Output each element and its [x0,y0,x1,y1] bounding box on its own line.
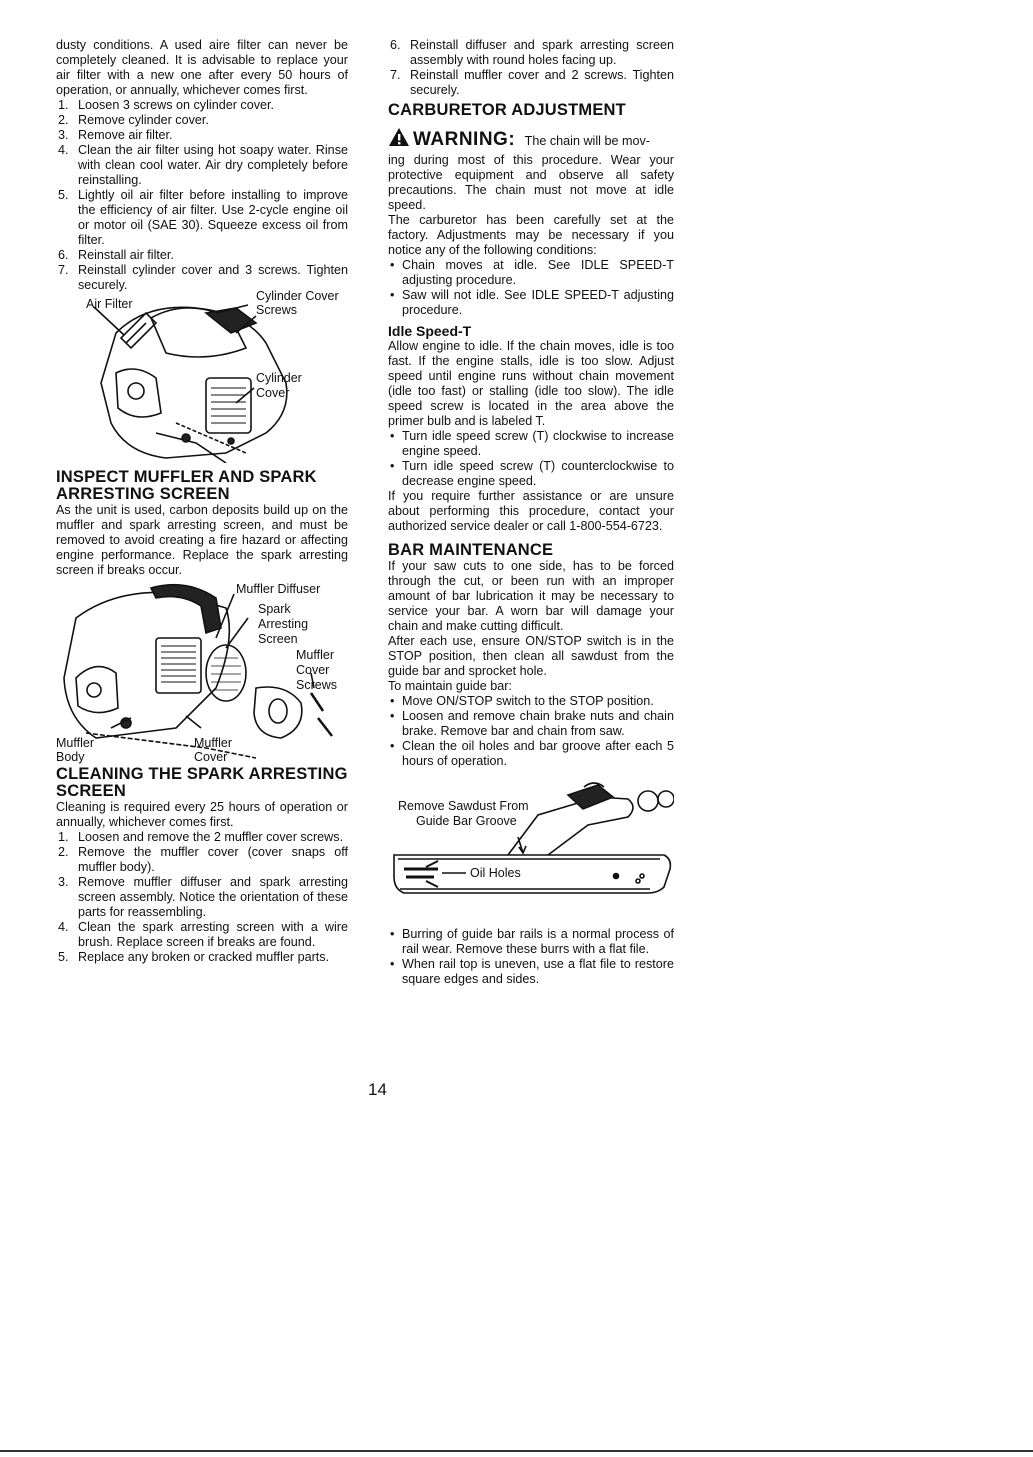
warning-text: ing during most of this procedure. Wear your protective equipment and observe all safety precautions. The chain must not move at idle speed. [388,153,674,212]
page-number: 14 [368,1080,387,1099]
warning-line [388,127,674,153]
list-item: 3. Remove air filter. [58,128,173,142]
bar-maintenance-text-2: After each use, ensure ON/STOP switch is in the STOP position, then clean all sawdust from the guide bar and sprocket hole. [388,634,674,678]
reassembly-steps [388,38,674,98]
list-item: • Saw will not idle. See IDLE SPEED-T adjusting procedure. [390,288,674,317]
muffler-figure [56,578,348,766]
right-column [388,38,674,987]
label-muffler-body: Muffler Body [56,736,94,764]
bar-maintenance-heading: BAR MAINTENANCE [388,541,554,559]
bar-maintenance-bullets [388,694,674,769]
label-muffler-diffuser: Muffler Diffuser [236,582,321,596]
bar-maintenance-text: If your saw cuts to one side, has to be forced through the cut, or been run with an improper amount of bar lubrication it may be necessary to service your bar. A worn bar will damage your chain and make cutting difficult. [388,559,674,633]
carburetor-conditions [388,258,674,318]
list-item: 4. Clean the spark arresting screen with a wire brush. Replace screen if breaks are found. [58,920,348,949]
warning-title: WARNING: [413,129,516,150]
page-edge-rule [0,1450,1033,1452]
idle-speed-heading: Idle Speed-T [388,323,472,339]
list-item: • Loosen and remove chain brake nuts and chain brake. Remove bar and chain from saw. [390,709,674,738]
list-item: • Clean the oil holes and bar groove after each 5 hours of operation. [390,739,674,768]
label-remove-sawdust: Remove Sawdust From Guide Bar Groove [398,799,529,828]
guide-bar-figure [388,777,674,927]
air-filter-intro: dusty conditions. A used aire filter can never be completely cleaned. It is advisable to replace your air filter with a new one after every 50 hours of operation, or annually, whichever comes first. [56,38,348,97]
idle-speed-bullets [388,429,674,489]
idle-speed-text: Allow engine to idle. If the chain moves, idle is too fast. If the engine stalls, idle is too slow. Adjust speed until engine runs without chain movement (idle too fast) or stalling (idle too slow). The idle speed screw is located in the area above the primer bulb and is labeled T. [388,339,674,428]
inspect-muffler-heading: INSPECT MUFFLER AND SPARK ARRESTING SCREEN [56,468,317,503]
list-item: 2. Remove the muffler cover (cover snaps off muffler body). [58,845,348,874]
label-cylinder-cover-screws: Cylinder Cover Screws [256,289,339,317]
left-column [56,38,348,965]
list-item: 5. Replace any broken or cracked muffler parts. [58,950,330,964]
list-item: 2. Remove cylinder cover. [58,113,209,127]
list-item: • Burring of guide bar rails is a normal process of rail wear. Remove these burrs with a flat file. [390,927,674,956]
label-muffler-cover: Muffler Cover [194,736,232,764]
list-item: 7. Reinstall cylinder cover and 3 screws. Tighten securely. [58,263,348,292]
carburetor-heading: CARBURETOR ADJUSTMENT [388,101,626,119]
list-item: 4. Clean the air filter using hot soapy water. Rinse with clean cool water. Air dry completely before reinstalling. [58,143,348,187]
list-item: • Chain moves at idle. See IDLE SPEED-T adjusting procedure. [390,258,674,287]
label-oil-holes: Oil Holes [470,866,521,880]
list-item: 1. Loosen 3 screws on cylinder cover. [58,98,275,112]
cleaning-screen-text: Cleaning is required every 25 hours of operation or annually, whichever comes first. [56,800,348,829]
list-item: • Move ON/STOP switch to the STOP position. [390,694,654,708]
warning-lead: The chain will be mov- [524,134,650,148]
air-filter-figure [56,289,348,463]
warning-triangle-icon [388,127,410,153]
label-cylinder-cover: Cylinder Cover [256,371,302,400]
list-item: • Turn idle speed screw (T) counterclockwise to decrease engine speed. [390,459,674,488]
cleaning-steps [56,830,348,965]
list-item: 3. Remove muffler diffuser and spark arresting screen assembly. Notice the orientation of these parts for reassembling. [58,875,348,919]
guide-bar-bullets [388,927,674,987]
air-filter-steps [56,98,348,293]
list-item: 1. Loosen and remove the 2 muffler cover screws. [58,830,344,844]
list-item: 7. Reinstall muffler cover and 2 screws. Tighten securely. [390,68,674,97]
label-muffler-cover-screws: Muffler Cover Screws [296,648,337,692]
label-air-filter: Air Filter [86,297,133,311]
chainsaw-cylinder-illustration [56,293,348,463]
cleaning-screen-heading: CLEANING THE SPARK ARRESTING SCREEN [56,765,348,800]
list-item: 6. Reinstall diffuser and spark arresting screen assembly with round holes facing up. [390,38,674,67]
list-item: 5. Lightly oil air filter before installing to improve the efficiency of air filter. Use 2-cycle engine oil or motor oil (SAE 30). Squeeze excess oil from filter. [58,188,348,247]
assistance-text: If you require further assistance or are unsure about performing this procedure, contact your authorized service dealer or call 1-800-554-6723. [388,489,674,533]
inspect-muffler-text: As the unit is used, carbon deposits build up on the muffler and spark arresting screen, and must be removed to avoid creating a fire hazard or affecting engine performance. Replace the spark arresting screen if breaks occur. [56,503,348,577]
list-item: 6. Reinstall air filter. [58,248,174,262]
label-spark-arresting-screen: Spark Arresting Screen [258,602,309,646]
carburetor-text: The carburetor has been carefully set at the factory. Adjustments may be necessary if you notice any of the following conditions: [388,213,674,257]
list-item: • When rail top is uneven, use a flat file to restore square edges and sides. [390,957,674,986]
list-item: • Turn idle speed screw (T) clockwise to increase engine speed. [390,429,674,458]
bar-maintenance-text-3: To maintain guide bar: [388,679,512,693]
